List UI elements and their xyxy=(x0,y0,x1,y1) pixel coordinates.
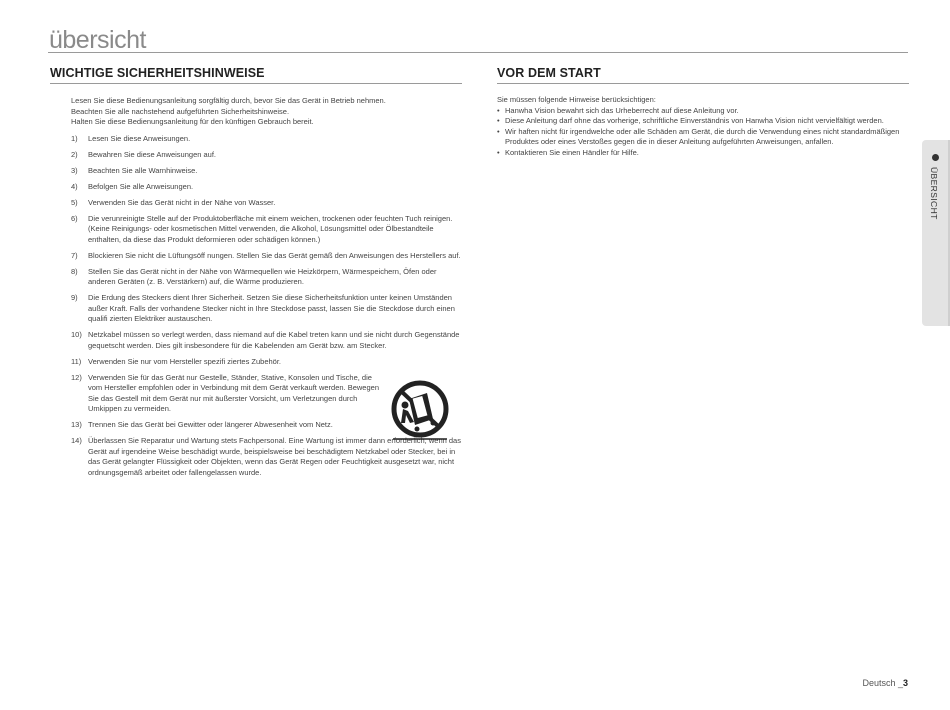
item-number: 4) xyxy=(71,181,78,191)
list-item xyxy=(50,293,462,325)
before-start-section xyxy=(497,66,909,158)
page-number: 3 xyxy=(902,678,908,688)
bullet-icon: • xyxy=(497,126,500,136)
list-item xyxy=(497,106,909,117)
item-text: Verwenden Sie nur vom Hersteller spezifi ziertes Zubehör. xyxy=(88,356,282,366)
list-item xyxy=(50,357,462,368)
item-text: Diese Anleitung darf ohne das vorherige, schriftliche Einverständnis von Hanwha Vision nicht vervielfältigt werden. xyxy=(505,116,884,125)
list-item xyxy=(50,150,462,161)
list-item xyxy=(50,251,462,262)
before-start-heading: VOR DEM START xyxy=(497,66,909,84)
item-text: Trennen Sie das Gerät bei Gewitter oder längerer Abwesenheit vom Netz. xyxy=(88,420,333,429)
item-number: 3) xyxy=(71,165,78,175)
list-item xyxy=(497,148,909,159)
item-number: 13) xyxy=(71,420,82,429)
list-item xyxy=(497,116,909,127)
item-text: Die verunreinigte Stelle auf der Produktoberfläche mit einem weichen, trockenen oder feuchten Tuch reinigen. (Keine Reinigungs- oder kosmetischen Mittel verwenden, die Alkohol, Lösungsmittel oder Ölbestandteile enthalten, da diese das Produkt deformieren oder schädigen können.) xyxy=(88,213,453,244)
item-number: 6) xyxy=(71,213,78,223)
bullet-icon: • xyxy=(497,105,500,115)
list-item xyxy=(50,330,462,351)
item-number: 9) xyxy=(71,293,78,302)
item-number: 1) xyxy=(71,133,78,143)
chapter-bullet-icon xyxy=(932,154,939,161)
intro-line: Beachten Sie alle nachstehend aufgeführten Sicherheitshinweise. xyxy=(71,106,290,116)
item-text: Befolgen Sie alle Anweisungen. xyxy=(88,181,194,191)
intro-line: Lesen Sie diese Bedienungsanleitung sorgfältig durch, bevor Sie das Gerät in Betrieb nehmen. xyxy=(71,96,386,105)
bullet-icon: • xyxy=(497,116,500,125)
list-item xyxy=(50,198,462,209)
list-item xyxy=(50,166,462,177)
item-text: Bewahren Sie diese Anweisungen auf. xyxy=(88,149,217,159)
chapter-tab xyxy=(922,140,950,326)
page-footer xyxy=(862,678,908,688)
item-text: Überlassen Sie Reparatur und Wartung stets Fachpersonal. Eine Wartung ist immer dann erforderlich, wenn das Gerät auf irgendeine Weise beschädigt wurde, beispielsweise bei beschädigtem Netzkabel oder Stecker, bei in das Gerät gelangter Flüssigkeit oder Objekten, wenn das Gerät Regen oder Feuchtigkeit ausgesetzt war, nicht ordnungsgemäß arbeitet oder fallengelassen wurde. xyxy=(88,436,461,477)
item-number: 12) xyxy=(71,372,82,382)
item-number: 8) xyxy=(71,266,78,276)
list-item xyxy=(50,134,462,145)
item-text: Beachten Sie alle Warnhinweise. xyxy=(88,165,198,175)
list-item xyxy=(497,127,909,148)
list-item xyxy=(50,214,462,246)
item-number: 11) xyxy=(71,356,82,366)
item-text: Verwenden Sie das Gerät nicht in der Nähe von Wasser. xyxy=(88,197,276,207)
item-text: Netzkabel müssen so verlegt werden, dass niemand auf die Kabel treten kann und sie nicht durch Gegenstände gequetscht werden. Dies gilt insbesondere für die Kabelenden am Gerät bzw. am Stecker. xyxy=(88,330,460,350)
item-text: Hanwha Vision bewahrt sich das Urheberrecht auf diese Anleitung vor. xyxy=(505,105,739,115)
header-divider xyxy=(48,52,908,53)
cart-tip-over-warning-icon xyxy=(387,379,453,445)
item-text: Wir haften nicht für irgendwelche oder alle Schäden am Gerät, die durch die Verwendung eines nicht standardmäßigen Produktes oder eines Verstoßes gegen die in dieser Anleitung aufgeführten Anweisungen, anfallen. xyxy=(505,126,900,146)
item-number: 10) xyxy=(71,330,82,339)
item-text: Blockieren Sie nicht die Lüftungsöff nungen. Stellen Sie das Gerät gemäß den Anweisungen des Herstellers auf. xyxy=(88,250,461,260)
safety-intro xyxy=(71,96,462,128)
footer-language: Deutsch _ xyxy=(862,678,903,688)
item-number: 5) xyxy=(71,197,78,207)
notice-list xyxy=(497,106,909,159)
intro-line: Halten Sie diese Bedienungsanleitung für den künftigen Gebrauch bereit. xyxy=(71,117,314,126)
list-item xyxy=(50,182,462,193)
item-number: 7) xyxy=(71,250,78,260)
item-text: Die Erdung des Steckers dient Ihrer Sicherheit. Setzen Sie diese Sicherheitsfunktion unter keinen Umständen außer Kraft. Falls der vorhandene Stecker nicht in Ihre Steckdose passt, lassen Sie die Steckdose durch einen qualifi zierten Elektriker austauschen. xyxy=(88,293,455,323)
page-title: übersicht xyxy=(49,26,146,54)
before-start-intro: Sie müssen folgende Hinweise berücksichtigen: xyxy=(497,95,656,104)
item-number: 2) xyxy=(71,149,78,159)
item-text: Lesen Sie diese Anweisungen. xyxy=(88,133,191,143)
item-text: Stellen Sie das Gerät nicht in der Nähe von Wärmequellen wie Heizkörpern, Wärmespeichern, Öfen oder anderen Geräten (z. B. Verstärkern) auf, die Wärme produzieren. xyxy=(88,266,437,286)
chapter-tab-label: ÜBERSICHT xyxy=(929,167,939,220)
bullet-icon: • xyxy=(497,147,500,157)
item-number: 14) xyxy=(71,436,82,445)
item-text: Kontaktieren Sie einen Händler für Hilfe. xyxy=(505,147,639,157)
safety-heading: WICHTIGE SICHERHEITSHINWEISE xyxy=(50,66,462,84)
safety-section xyxy=(50,66,462,484)
item-text: Verwenden Sie für das Gerät nur Gestelle, Ständer, Stative, Konsolen und Tische, die vom Hersteller empfohlen oder in Verbindung mit dem Gerät verkauft werden. Bewegen Sie das Gestell mit dem Gerät nur mit äußerster Vorsicht, um Verletzungen durch Umkippen zu vermeiden. xyxy=(88,372,379,413)
list-item xyxy=(50,267,462,288)
